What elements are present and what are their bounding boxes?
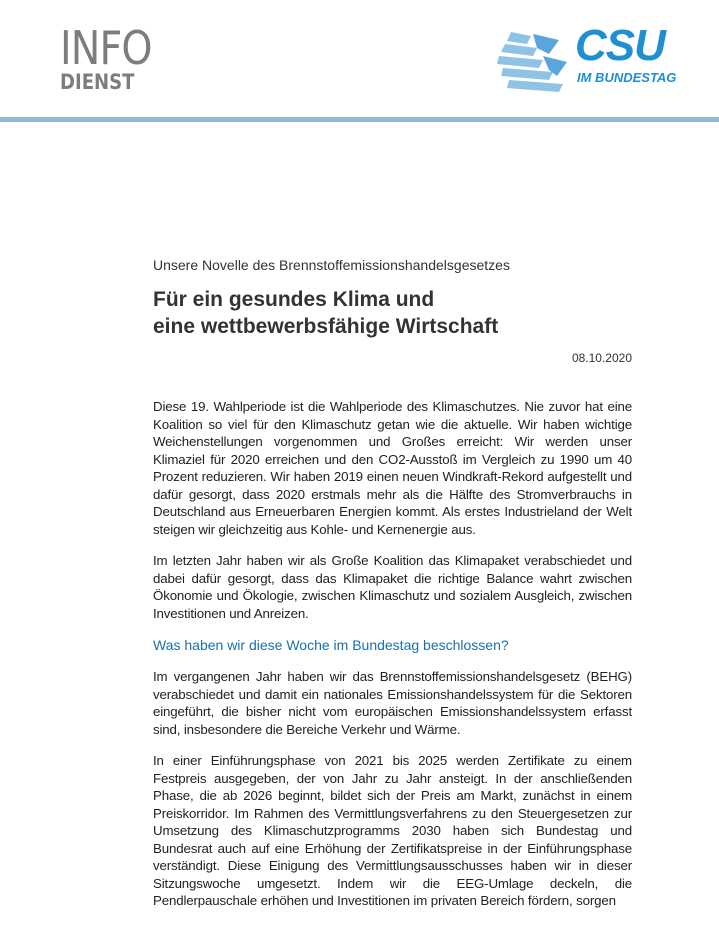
article-title-line2: eine wettbewerbsfähige Wirtschaft	[153, 315, 499, 338]
paragraph-1: Diese 19. Wahlperiode ist die Wahlperiode des Klimaschutzes. Nie zuvor hat eine Koalition so viel für den Klimaschutz getan wie die aktuelle. Wir haben wichtige Weichenstellungen vorgenommen und Großes erreicht: Wir werden unser Klimaziel für 2020 erreichen und den CO2-Ausstoß im Vergleich zu 1990 um 40 Prozent reduzieren. Wir haben 2019 einen neuen Windkraft-Rekord aufgestellt und dafür gesorgt, dass 2020 erstmals mehr als die Hälfte des Stromverbrauchs in Deutschland aus Erneuerbaren Energien kommt. Als erstes Industrieland der Welt steigen wir gleichzeitig aus Kohle- und Kernenergie aus.	[153, 399, 632, 537]
article-title	[153, 286, 632, 340]
paragraph-2: Im letzten Jahr haben wir als Große Koalition das Klimapaket verabschiedet und dabei dafür gesorgt, dass das Klimapaket die richtige Balance wahrt zwischen Ökonomie und Ökologie, zwischen Klimaschutz und sozialem Ausgleich, zwischen Investitionen und Anreizen.	[153, 553, 632, 621]
paragraph-3: Im vergangenen Jahr haben wir das Brennstoffemissionshandelsgesetz (BEHG) verabschiedet und damit ein nationales Emissionshandelssystem für die Sektoren eingeführt, die bisher nicht vom europäischen Emissionshandelssystem erfasst sind, insbesondere die Bereiche Verkehr und Wärme.	[153, 669, 632, 737]
article-kicker: Unsere Novelle des Brennstoffemissionshandelsgesetzes	[153, 257, 510, 273]
header-divider	[0, 117, 719, 122]
page-header	[0, 0, 719, 118]
csu-logo-subtitle: IM BUNDESTAG	[577, 70, 677, 85]
csu-lion-icon	[497, 30, 569, 92]
csu-logo-word: CSU	[575, 21, 665, 70]
info-logo-word: INFO	[60, 21, 152, 75]
article	[153, 256, 632, 910]
paragraph-4: In einer Einführungsphase von 2021 bis 2025 werden Zertifikate zu einem Festpreis ausgegeben, der von Jahr zu Jahr ansteigt. In der anschließenden Phase, die ab 2026 beginnt, bildet sich der Preis am Markt, zunächst in einem Preiskorridor. Im Rahmen des Vermittlungsverfahrens zu den Steuergesetzen zur Umsetzung des Klimaschutzprogramms 2030 haben sich Bundestag und Bundesrat auch auf eine Erhöhung der Zertifikatspreise in der Einführungsphase verständigt. Diese Einigung des Vermittlungsausschusses haben wir in dieser Sitzungswoche umgesetzt. Indem wir die EEG-Umlage deckeln, die Pendlerpauschale erhöhen und Investitionen im privaten Bereich fördern, sorgen	[153, 753, 632, 908]
section-heading: Was haben wir diese Woche im Bundestag beschlossen?	[153, 637, 509, 653]
article-date: 08.10.2020	[571, 351, 632, 365]
csu-logo	[497, 21, 697, 94]
article-title-line1: Für ein gesundes Klima und	[153, 288, 435, 311]
info-dienst-logo	[60, 21, 167, 94]
dienst-logo-word: DIENST	[60, 70, 135, 94]
